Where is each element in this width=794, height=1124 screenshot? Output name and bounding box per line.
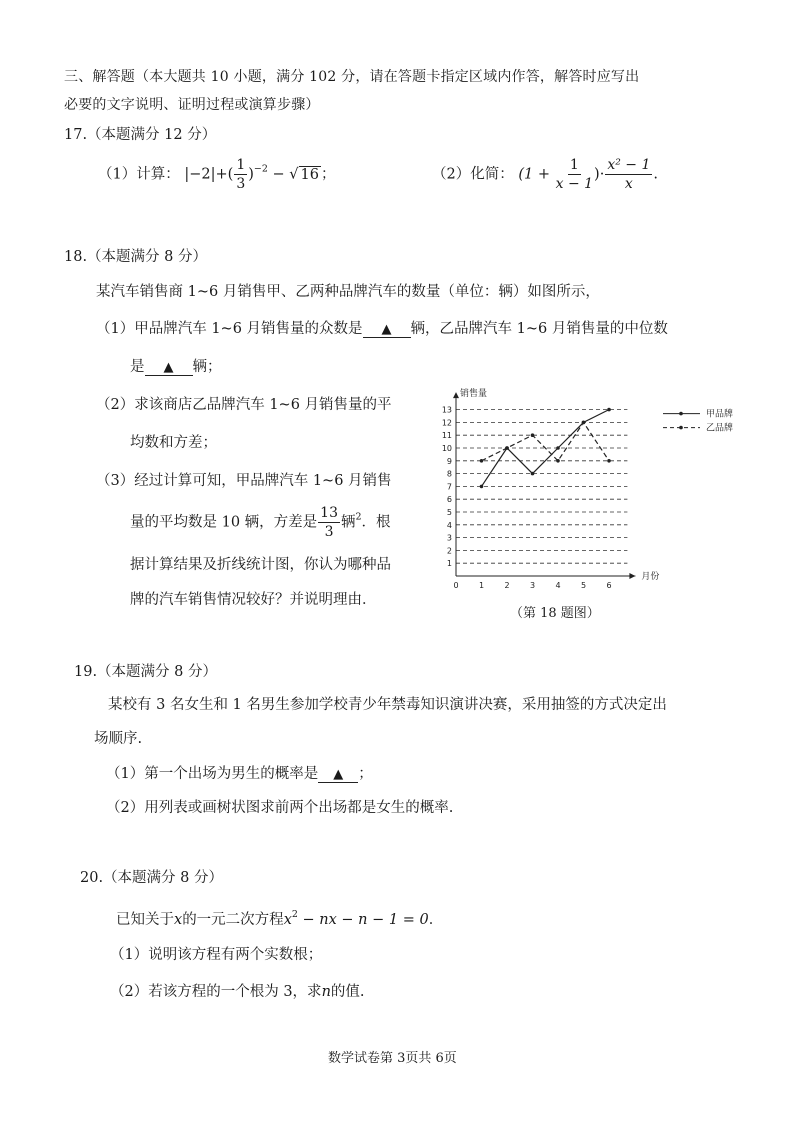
q18-part3-unit: 辆: [341, 514, 356, 531]
fraction-numerator: x² − 1: [607, 157, 651, 173]
data-point: [582, 421, 586, 425]
x-axis-arrow: [629, 573, 635, 579]
variance-fraction: [318, 506, 340, 539]
legend-label: 乙品牌: [706, 423, 734, 434]
q17-part2-close: )·: [594, 166, 605, 183]
chart-caption: （第 18 题图）: [510, 606, 600, 621]
data-point: [556, 459, 560, 463]
q18-part1-line1: [96, 322, 668, 338]
x-tick-label: 3: [529, 581, 536, 590]
q17-part1-end: ；: [321, 166, 336, 183]
q19-header: 19.（本题满分 8 分）: [74, 664, 218, 680]
y-tick-label: 13: [441, 405, 452, 415]
data-point: [505, 446, 509, 450]
q20-part2-b: 的值.: [330, 984, 365, 1000]
q17-part1-fraction: [234, 158, 247, 191]
data-point: [480, 459, 484, 463]
q20-eq-x: x: [283, 912, 292, 928]
q20-intro-end: ．: [428, 912, 444, 928]
data-point: [607, 459, 611, 463]
q18-part1-text-c: 是: [130, 359, 145, 375]
legend-marker: [679, 412, 683, 416]
q17-part1-close: ): [248, 166, 254, 183]
q17-part2-label: （2）化简：: [432, 166, 514, 183]
q17-part1-plus: +(: [215, 166, 234, 183]
q18-part3-line4: 牌的汽车销售情况较好？并说明理由．: [130, 592, 377, 608]
q20-intro-a: 已知关于: [116, 912, 174, 928]
data-point: [480, 485, 484, 489]
fraction-denominator: 3: [236, 176, 246, 192]
y-tick-label: 10: [441, 444, 452, 453]
q17-header: 17.（本题满分 12 分）: [64, 127, 217, 143]
y-tick-label: 2: [446, 546, 452, 556]
q18-part3-unit-sup: 2: [355, 511, 362, 523]
q18-part1-text-d: 辆；: [192, 359, 222, 375]
q18-part2-line2: 均数和方差；: [130, 435, 217, 451]
q18-part3-line3: 据计算结果及折线统计图，你认为哪种品: [130, 557, 391, 573]
q19-intro-line2: 场顺序.: [94, 731, 143, 747]
section-heading-line1: 三、解答题（本大题共 10 小题，满分 102 分，请在答题卡指定区域内作答，解答时应写出: [64, 69, 640, 85]
x-tick-label: 6: [606, 581, 612, 590]
section-heading-line2: 必要的文字说明、证明过程或演算步骤）: [64, 97, 320, 113]
q20-part2: [110, 985, 365, 1000]
q20-intro-b: 的一元二次方程: [182, 912, 284, 928]
x-tick-label: 1: [478, 581, 485, 590]
sqrt-symbol: √: [289, 166, 299, 183]
q17-part2-open: (1 +: [518, 166, 555, 183]
q17-part1-exponent: −2: [253, 163, 268, 175]
q18-part1-text-b: 辆，乙品牌汽车 1~6 月销售量的中位数: [410, 321, 668, 337]
fraction-denominator: x: [624, 176, 633, 192]
data-point: [531, 433, 535, 437]
q20-part1: （1）说明该方程有两个实数根；: [110, 947, 323, 963]
y-tick-label: 9: [446, 456, 452, 466]
q18-intro: 某汽车销售商 1~6 月销售甲、乙两种品牌汽车的数量（单位：辆）如图所示，: [96, 284, 600, 300]
fraction-numerator: 1: [236, 157, 246, 173]
q20-var-x: x: [174, 912, 183, 928]
q17-part2-fraction2: [605, 158, 652, 191]
q17-part2: [432, 158, 658, 191]
x-tick-label: 0: [453, 581, 459, 590]
q18-part1-text-a: （1）甲品牌汽车 1~6 月销售量的众数是: [96, 321, 363, 337]
q20-eq-sup: 2: [291, 909, 298, 920]
q18-part2-line1: （2）求该商店乙品牌汽车 1~6 月销售量的平: [96, 397, 392, 413]
q19-part2: （2）用列表或画树状图求前两个出场都是女生的概率.: [106, 800, 454, 816]
q17-part1-label: （1）计算：: [98, 166, 180, 183]
q17-part1: [98, 158, 336, 191]
sales-line-chart: [438, 386, 758, 596]
legend-label: 甲品牌: [706, 409, 734, 420]
y-tick-label: 1: [446, 559, 452, 569]
y-tick-label: 8: [446, 469, 452, 479]
q18-part3-text-a: 量的平均数是 10 辆，方差是: [130, 514, 318, 531]
q18-part1-line2: [130, 360, 222, 376]
y-tick-label: 11: [441, 431, 452, 441]
fraction-denominator: x − 1: [555, 176, 594, 192]
fraction-denominator: 3: [324, 524, 334, 540]
q18-part3-line2: [130, 506, 391, 539]
q17-part1-sqrt: 16: [300, 166, 319, 183]
answer-blank-mode: ▲: [363, 323, 411, 338]
answer-blank-probability: ▲: [318, 768, 358, 783]
q18-header: 18.（本题满分 8 分）: [64, 249, 208, 265]
q20-header: 20.（本题满分 8 分）: [80, 870, 224, 886]
q18-part3-line1: （3）经过计算可知，甲品牌汽车 1~6 月销售: [96, 473, 392, 489]
data-point: [607, 408, 611, 412]
y-tick-label: 6: [446, 495, 452, 505]
y-tick-label: 5: [446, 508, 452, 517]
q20-intro: [116, 910, 443, 928]
y-tick-label: 12: [441, 418, 452, 428]
x-tick-label: 5: [580, 581, 587, 590]
q20-var-n: n: [321, 984, 331, 1000]
q17-part2-end: .: [653, 166, 658, 183]
y-tick-label: 7: [446, 482, 452, 492]
q17-part1-abs: |−2|: [184, 166, 216, 183]
series-line-yi: [482, 422, 610, 460]
x-tick-label: 4: [555, 581, 561, 590]
answer-blank-median: ▲: [145, 361, 193, 376]
x-tick-label: 2: [504, 581, 510, 590]
data-point: [556, 446, 560, 450]
fraction-numerator: 1: [569, 157, 579, 173]
y-axis-arrow: [453, 392, 459, 398]
q20-part2-a: （2）若该方程的一个根为 3，求: [110, 984, 322, 1000]
q20-eq-rest: − nx − n − 1 = 0: [297, 912, 429, 928]
q19-part1: [106, 767, 373, 783]
q19-part1-text: （1）第一个出场为男生的概率是: [106, 766, 319, 782]
data-point: [531, 472, 535, 476]
y-tick-label: 3: [446, 533, 452, 543]
q18-part3-text-b: ．根: [361, 514, 391, 531]
q19-part1-end: ；: [358, 766, 373, 782]
q17-part1-minus: −: [267, 166, 290, 183]
y-axis-label: 销售量: [460, 389, 488, 400]
q19-intro-line1: 某校有 3 名女生和 1 名男生参加学校青少年禁毒知识演讲决赛，采用抽签的方式决定出: [108, 697, 667, 713]
fraction-numerator: 13: [320, 505, 338, 521]
page-footer: 数学试卷第 3页共 6页: [328, 1051, 457, 1066]
x-axis-label: 月份: [641, 572, 660, 582]
legend-marker: [679, 426, 683, 430]
y-tick-label: 4: [446, 520, 452, 530]
q17-part2-fraction1: [556, 158, 593, 191]
